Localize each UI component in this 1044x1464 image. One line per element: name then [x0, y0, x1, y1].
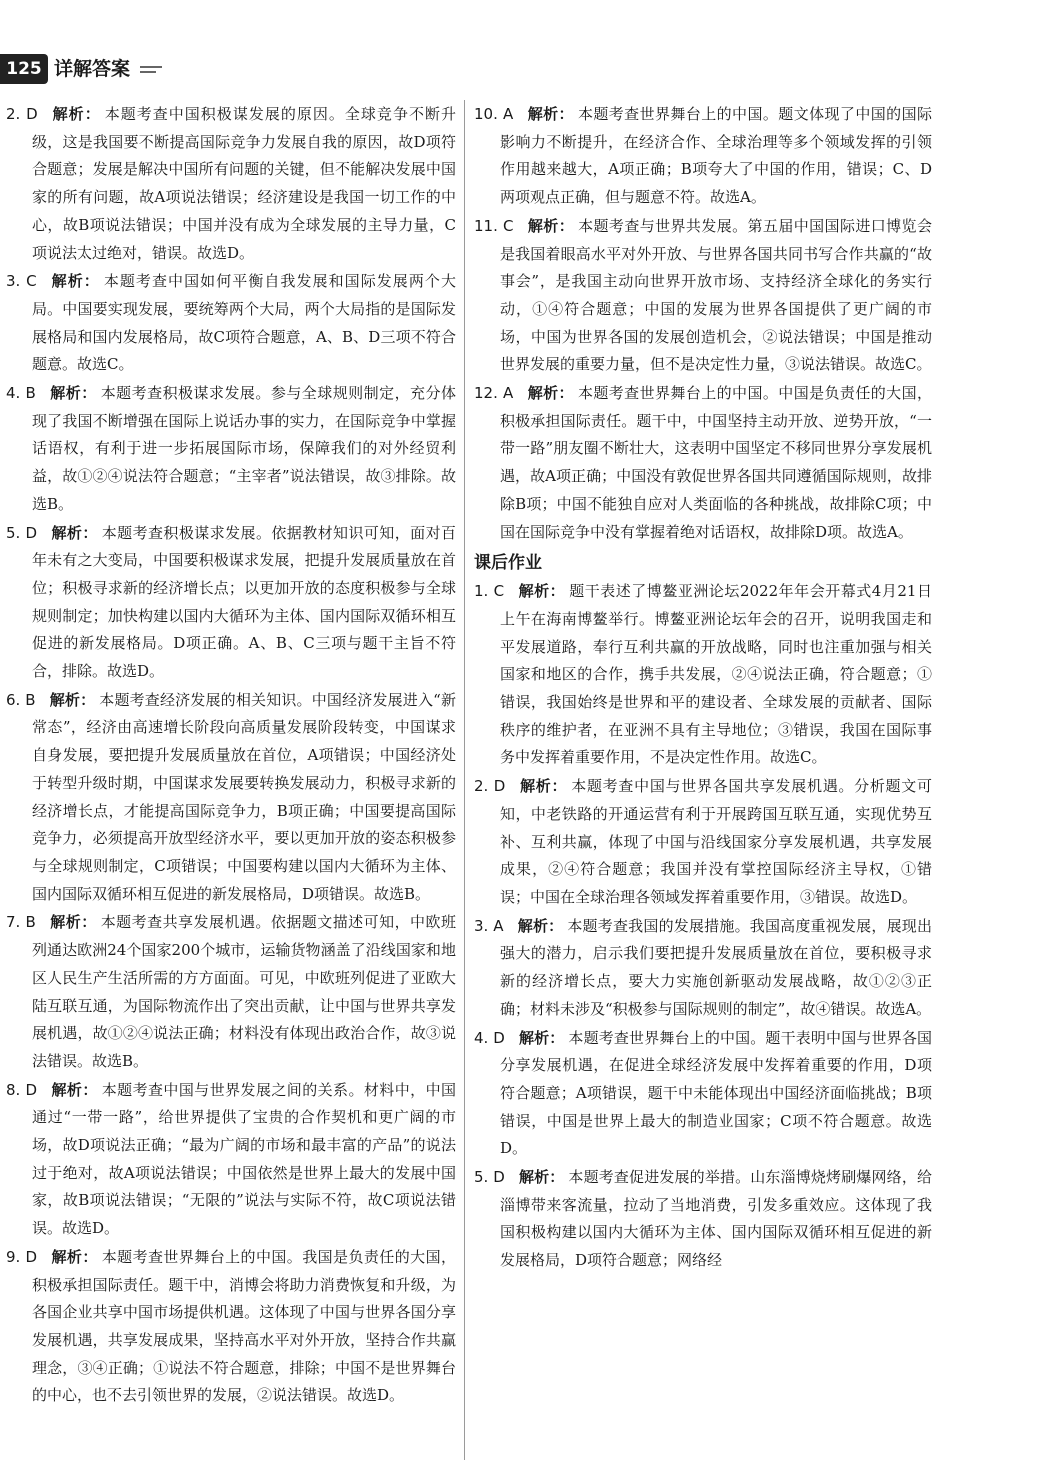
answer-item: 7. B 解析： 本题考查共享发展机遇。依据题文描述可知，中欧班列通达欧洲24个国家200个城市，运输货物涵盖了沿线国家和地区人民生产生活所需的方方面面。可见，中欧班列促进了亚欧大陆互联互通，为国际物流作出了突出贡献，让中国与世界共享发展机遇，故①②④说法正确；材料没有体现出政治合作，故③说法错误。故选B。 — [6, 913, 456, 1070]
answer-item: 6. B 解析： 本题考查经济发展的相关知识。中国经济发展进入“新常态”，经济由高速增长阶段向高质量发展阶段转变，中国谋求自身发展，要把提升发展质量放在首位，A项错误；中国经济处于转型升级时期，中国谋求发展要转换发展动力，积极寻求新的经济增长点，才能提高国际竞争力，B项正确；中国要提高国际竞争力，必须提高开放型经济水平，要以更加开放的姿态积极参与全球规则制定，C项错误；中国要构建以国内大循环为主体、国内国际双循环相互促进的新发展格局，D项错误。故选B。 — [6, 690, 456, 903]
homework-section-title: 课后作业 — [474, 553, 542, 574]
left-column — [6, 101, 456, 1411]
homework-item: 4. D 解析： 本题考查世界舞台上的中国。题干表明中国与世界各国分享发展机遇，在促进全球经济发展中发挥着重要的作用，D项符合题意；A项错误，题干中未能体现出中国经济面临挑战；B项错误，中国是世界上最大的制造业国家；C项不符合题意。故选D。 — [474, 1028, 932, 1158]
right-column — [474, 101, 932, 1276]
homework-item: 3. A 解析： 本题考查我国的发展措施。我国高度重视发展，展现出强大的潜力，启示我们要把提升发展质量放在首位，要积极寻求新的经济增长点，要大力实施创新驱动发展战略，故①②③正确；材料未涉及“积极参与国际规则的制定”，故④错误。故选A。 — [474, 916, 932, 1018]
answer-item: 5. D 解析： 本题考查积极谋求发展。依据教材知识可知，面对百年未有之大变局，中国要积极谋求发展，把提升发展质量放在首位；积极寻求新的经济增长点；以更加开放的态度积极参与全球规则制定；加快构建以国内大循环为主体、国内国际双循环相互促进的新发展格局。D项正确。A、B、C三项与题干主旨不符合，排除。故选D。 — [6, 523, 456, 681]
header-decoration-lines — [140, 66, 162, 76]
column-divider — [464, 100, 465, 1460]
answer-item: 9. D 解析： 本题考查世界舞台上的中国。我国是负责任的大国，积极承担国际责任。题干中，消博会将助力消费恢复和升级，为各国企业共享中国市场提供机遇。这体现了中国与世界各国分享发展机遇，共享发展成果，坚持高水平对外开放，坚持合作共赢理念，③④正确；①说法不符合题意，排除；中国不是世界舞台的中心，也不去引领世界的发展，②说法错误。故选D。 — [6, 1247, 456, 1405]
homework-item: 2. D 解析： 本题考查中国与世界各国共享发展机遇。分析题文可知，中老铁路的开通运营有利于开展跨国互联互通，实现优势互补、互利共赢，体现了中国与沿线国家分享发展机遇，共享发展成果，②④符合题意；我国并没有掌控国际经济主导权，①错误；中国在全球治理各领域发挥着重要作用，③错误。故选D。 — [474, 777, 932, 906]
answer-item: 8. D 解析： 本题考查中国与世界发展之间的关系。材料中，中国通过“一带一路”，给世界提供了宝贵的合作契机和更广阔的市场，故D项说法正确；“最为广阔的市场和最丰富的产品”的说法过于绝对，故A项说法错误；中国依然是世界上最大的发展中国家，故B项说法错误；“无限的”说法与实际不符，故C项说法错误。故选D。 — [6, 1080, 456, 1238]
homework-item: 5. D 解析： 本题考查促进发展的举措。山东淄博烧烤刷爆网络，给淄博带来客流量，拉动了当地消费，引发多重效应。这体现了我国积极构建以国内大循环为主体、国内国际双循环相互促进的新发展格局，D项符合题意；网络经 — [474, 1168, 932, 1270]
answer-item: 11. C 解析： 本题考查与世界共发展。第五届中国国际进口博览会是我国着眼高水平对外开放、与世界各国共同书写合作共赢的“故事会”，是我国主动向世界开放市场、支持经济全球化的务实行动，①④符合题意；中国的发展为世界各国提供了更广阔的市场，中国为世界各国的发展创造机会，②说法错误；中国是推动世界发展的重要力量，但不是决定性力量，③说法错误。故选C。 — [474, 216, 932, 374]
homework-item: 1. C 解析： 题干表述了博鳌亚洲论坛2022年年会开幕式4月21日上午在海南博鳌举行。博鳌亚洲论坛年会的召开，说明我国走和平发展道路，奉行互利共赢的开放战略，同时也注重加强与相关国家和地区的合作，携手共发展，②④说法正确，符合题意；①错误，我国始终是世界和平的建设者、全球发展的贡献者、国际秩序的维护者，在亚洲不具有主导地位；③错误，我国在国际事务中发挥着重要作用，不是决定性作用。故选C。 — [474, 582, 932, 767]
page-header — [0, 52, 1044, 86]
answer-item: 10. A 解析： 本题考查世界舞台上的中国。题文体现了中国的国际影响力不断提升，在经济合作、全球治理等多个领域发挥的引领作用越来越大，A项正确；B项夸大了中国的作用，错误；C、D两项观点正确，但与题意不符。故选A。 — [474, 105, 932, 207]
answer-item: 4. B 解析： 本题考查积极谋求发展。参与全球规则制定，充分体现了我国不断增强在国际上说话办事的实力，在国际竞争中掌握话语权，有利于进一步拓展国际市场，保障我们的对外经贸利益，故①②④说法符合题意；“主宰者”说法错误，故③排除。故选B。 — [6, 384, 456, 513]
header-title: 详解答案 — [54, 58, 131, 80]
answer-item: 2. D 解析： 本题考查中国积极谋发展的原因。全球竞争不断升级，这是我国要不断提高国际竞争力发展自我的原因，故D项符合题意；发展是解决中国所有问题的关键，但不能解决发展中国家的所有问题，故A项说法错误；经济建设是我国一切工作的中心，故B项说法错误；中国并没有成为全球发展的主导力量，C项说法太过绝对，错误。故选D。 — [6, 105, 456, 262]
page-number: 125 — [0, 54, 48, 84]
answer-item: 3. C 解析： 本题考查中国如何平衡自我发展和国际发展两个大局。中国要实现发展，要统筹两个大局，两个大局指的是国际发展格局和国内发展格局，故C项符合题意，A、B、D三项不符合题意。故选C。 — [6, 272, 456, 374]
answer-item: 12. A 解析： 本题考查世界舞台上的中国。中国是负责任的大国，积极承担国际责任。题干中，中国坚持主动开放、逆势开放，“一带一路”朋友圈不断壮大，这表明中国坚定不移同世界分享发展机遇，故A项正确；中国没有敦促世界各国共同遵循国际规则，故排除B项；中国不能独自应对人类面临的各种挑战，故排除C项；中国在国际竞争中没有掌握着绝对话语权，故排除D项。故选A。 — [474, 384, 932, 541]
